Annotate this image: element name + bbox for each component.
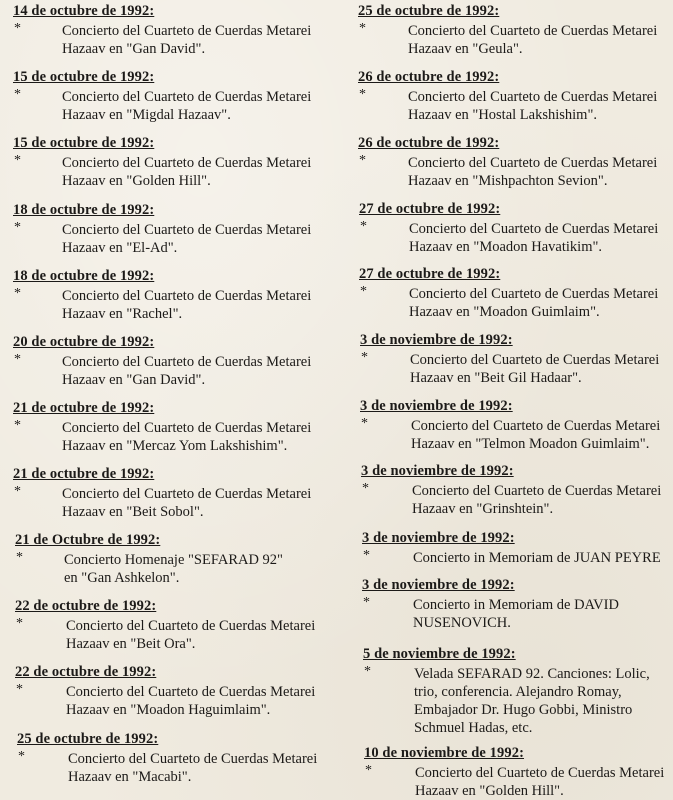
bullet-marker: * [363,595,370,610]
bullet-marker: * [361,350,368,365]
event-date: 20 de octubre de 1992: [13,334,155,350]
event-description: Concierto del Cuarteto de Cuerdas Metarei Hazaav en "Geula". [408,23,658,57]
event-date: 15 de octubre de 1992: [13,135,155,151]
event-description: Concierto del Cuarteto de Cuerdas Metarei Hazaav en "Moadon Guimlaim". [409,286,659,320]
event-date: 21 de octubre de 1992: [13,400,155,416]
event-description: Concierto in Memoriam de JUAN PEYRE [413,550,661,566]
event-date: 25 de octubre de 1992: [17,731,159,747]
event-description: Concierto del Cuarteto de Cuerdas Metarei Hazaav en "Golden Hill". [62,155,312,189]
event-description: Concierto del Cuarteto de Cuerdas Metarei Hazaav en "Moadon Haguimlaim". [66,684,316,718]
event-description: Concierto del Cuarteto de Cuerdas Metarei Hazaav en "Hostal Lakshishim". [408,89,658,123]
event-description: Concierto del Cuarteto de Cuerdas Metarei Hazaav en "Beit Sobol". [62,486,312,520]
bullet-marker: * [14,21,21,36]
event-date: 18 de octubre de 1992: [13,268,155,284]
bullet-marker: * [364,664,371,679]
bullet-marker: * [14,153,21,168]
bullet-marker: * [362,481,369,496]
event-description: Concierto del Cuarteto de Cuerdas Metarei Hazaav en "Beit Ora". [66,618,316,652]
event-date: 14 de octubre de 1992: [13,3,155,19]
event-date: 22 de octubre de 1992: [15,598,157,614]
bullet-marker: * [363,548,370,563]
event-description: Concierto del Cuarteto de Cuerdas Metarei Hazaav en "Telmon Moadon Guimlaim". [411,418,661,452]
event-description: Concierto del Cuarteto de Cuerdas Metarei Hazaav en "Gan David". [62,354,312,388]
bullet-marker: * [14,484,21,499]
event-date: 27 de octubre de 1992: [359,266,501,282]
event-description: Concierto del Cuarteto de Cuerdas Metarei Hazaav en "Migdal Hazaav". [62,89,312,123]
bullet-marker: * [14,87,21,102]
event-description: Concierto del Cuarteto de Cuerdas Metarei Hazaav en "Macabi". [68,751,318,785]
bullet-marker: * [14,352,21,367]
event-date: 26 de octubre de 1992: [358,69,500,85]
event-description: Concierto del Cuarteto de Cuerdas Metarei Hazaav en "Moadon Havatikim". [409,221,659,255]
event-date: 22 de octubre de 1992: [15,664,157,680]
event-date: 25 de octubre de 1992: [358,3,500,19]
event-description: Velada SEFARAD 92. Canciones: Lolic, trio, conferencia. Alejandro Romay, Embajador Dr. Hugo Gobbi, Ministro Schmuel Hadas, etc. [414,666,650,736]
event-description: Concierto del Cuarteto de Cuerdas Metarei Hazaav en "Rachel". [62,288,312,322]
event-date: 21 de Octubre de 1992: [15,532,161,548]
event-description: Concierto in Memoriam de DAVID NUSENOVICH. [413,597,619,631]
event-date: 18 de octubre de 1992: [13,202,155,218]
event-description: Concierto del Cuarteto de Cuerdas Metarei Hazaav en "Grinshtein". [412,483,662,517]
event-description: Concierto del Cuarteto de Cuerdas Metarei Hazaav en "Beit Gil Hadaar". [410,352,660,386]
event-description: Concierto del Cuarteto de Cuerdas Metarei Hazaav en "Mishpachton Sevion". [408,155,658,189]
event-date: 27 de octubre de 1992: [359,201,501,217]
event-date: 21 de octubre de 1992: [13,466,155,482]
event-date: 3 de noviembre de 1992: [360,332,513,348]
bullet-marker: * [361,416,368,431]
event-description: Concierto Homenaje "SEFARAD 92" en "Gan Ashkelon". [64,552,283,586]
bullet-marker: * [16,682,23,697]
event-date: 10 de noviembre de 1992: [364,745,525,761]
bullet-marker: * [14,418,21,433]
event-date: 26 de octubre de 1992: [358,135,500,151]
bullet-marker: * [359,21,366,36]
bullet-marker: * [359,87,366,102]
event-date: 3 de noviembre de 1992: [362,530,515,546]
event-description: Concierto del Cuarteto de Cuerdas Metarei Hazaav en "Mercaz Yom Lakshishim". [62,420,312,454]
event-date: 15 de octubre de 1992: [13,69,155,85]
bullet-marker: * [359,153,366,168]
event-date: 5 de noviembre de 1992: [363,646,516,662]
bullet-marker: * [18,749,25,764]
event-description: Concierto del Cuarteto de Cuerdas Metarei Hazaav en "Gan David". [62,23,312,57]
bullet-marker: * [360,284,367,299]
event-description: Concierto del Cuarteto de Cuerdas Metarei Hazaav en "El-Ad". [62,222,312,256]
event-date: 3 de noviembre de 1992: [362,577,515,593]
bullet-marker: * [360,219,367,234]
event-description: Concierto del Cuarteto de Cuerdas Metarei Hazaav en "Golden Hill". [415,765,665,799]
event-date: 3 de noviembre de 1992: [360,398,513,414]
event-date: 3 de noviembre de 1992: [361,463,514,479]
bullet-marker: * [365,763,372,778]
bullet-marker: * [14,286,21,301]
bullet-marker: * [16,550,23,565]
bullet-marker: * [16,616,23,631]
bullet-marker: * [14,220,21,235]
